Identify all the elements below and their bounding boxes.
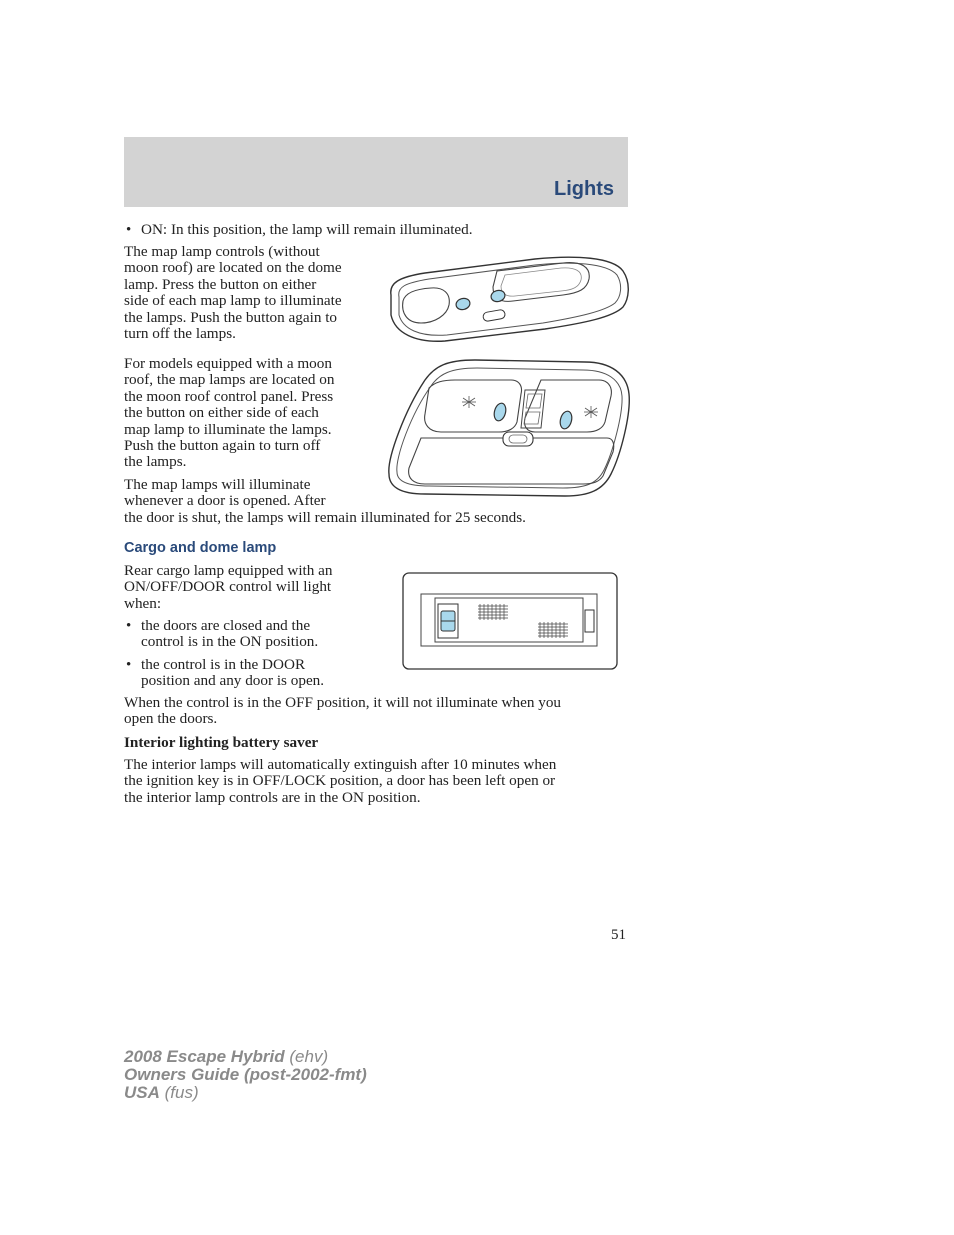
- text-line: the lamps.: [124, 453, 187, 471]
- para-battery-saver: [124, 757, 556, 806]
- text-line: lamp. Press the button on either: [124, 275, 317, 293]
- para-door-opened: [124, 477, 526, 526]
- text-line: the interior lamp controls are in the ON position.: [124, 788, 421, 806]
- text-line: moon roof) are located on the dome: [124, 259, 342, 277]
- text-line: ON/OFF/DOOR control will light: [124, 578, 332, 596]
- text-line: roof, the map lamps are located on: [124, 371, 335, 389]
- footer-line-3: [124, 1084, 367, 1102]
- text-line: the door is shut, the lamps will remain illuminated for 25 seconds.: [124, 508, 526, 526]
- text-line: The map lamp controls (without: [124, 243, 320, 260]
- footer-line-1: [124, 1048, 367, 1066]
- battery-saver-heading: Interior lighting battery saver: [124, 734, 319, 751]
- text-line: side of each map lamp to illuminate: [124, 292, 342, 310]
- footer-guide: Owners Guide (post-2002-fmt): [124, 1065, 367, 1084]
- footer-line-2: [124, 1066, 367, 1084]
- bullet-door-position: [141, 657, 324, 690]
- text-line: The map lamps will illuminate: [124, 476, 311, 493]
- text-line: Rear cargo lamp equipped with an: [124, 562, 333, 579]
- cargo-lamp-illustration: [402, 572, 618, 670]
- text-line: control is in the ON position.: [141, 633, 319, 651]
- document-footer: [124, 1048, 367, 1102]
- dome-lamp-illustration: [385, 253, 630, 345]
- text-line: Push the button again to turn off: [124, 437, 321, 455]
- text-line: position and any door is open.: [141, 672, 325, 690]
- footer-market-code: (fus): [159, 1083, 199, 1102]
- text-line: the control is in the DOOR: [141, 656, 306, 673]
- para-map-controls: [124, 244, 342, 342]
- bullet-on-text: ON: In this position, the lamp will remain illuminated.: [141, 221, 473, 238]
- text-line: For models equipped with a moon: [124, 355, 332, 372]
- footer-market: USA: [124, 1083, 160, 1102]
- page-number: 51: [611, 927, 626, 943]
- cargo-dome-lamp-heading: Cargo and dome lamp: [124, 540, 277, 556]
- text-line: the button on either side of each: [124, 404, 319, 422]
- para-moon-roof: [124, 356, 334, 471]
- text-line: when:: [124, 594, 162, 612]
- text-line: whenever a door is opened. After: [124, 492, 326, 510]
- text-line: the moon roof control panel. Press: [124, 387, 334, 405]
- text-line: open the doors.: [124, 710, 218, 728]
- bullet-marker: •: [126, 222, 132, 238]
- bullet-marker: •: [126, 618, 132, 634]
- footer-model-code: (ehv): [284, 1047, 329, 1066]
- text-line: the doors are closed and the: [141, 617, 311, 634]
- section-header-band: [124, 137, 628, 207]
- bullet-doors-closed: [141, 618, 318, 651]
- text-line: turn off the lamps.: [124, 325, 236, 343]
- text-line: the ignition key is in OFF/LOCK position, a door has been left open or: [124, 772, 556, 790]
- section-title: Lights: [554, 178, 614, 200]
- text-line: map lamp to illuminate the lamps.: [124, 420, 332, 438]
- text-line: the lamps. Push the button again to: [124, 308, 338, 326]
- para-cargo-intro: [124, 563, 332, 612]
- footer-model: 2008 Escape Hybrid: [124, 1047, 285, 1066]
- text-line: When the control is in the OFF position, it will not illuminate when you: [124, 694, 562, 711]
- para-off-position: [124, 695, 561, 728]
- bullet-marker: •: [126, 657, 132, 673]
- text-line: The interior lamps will automatically extinguish after 10 minutes when: [124, 756, 557, 773]
